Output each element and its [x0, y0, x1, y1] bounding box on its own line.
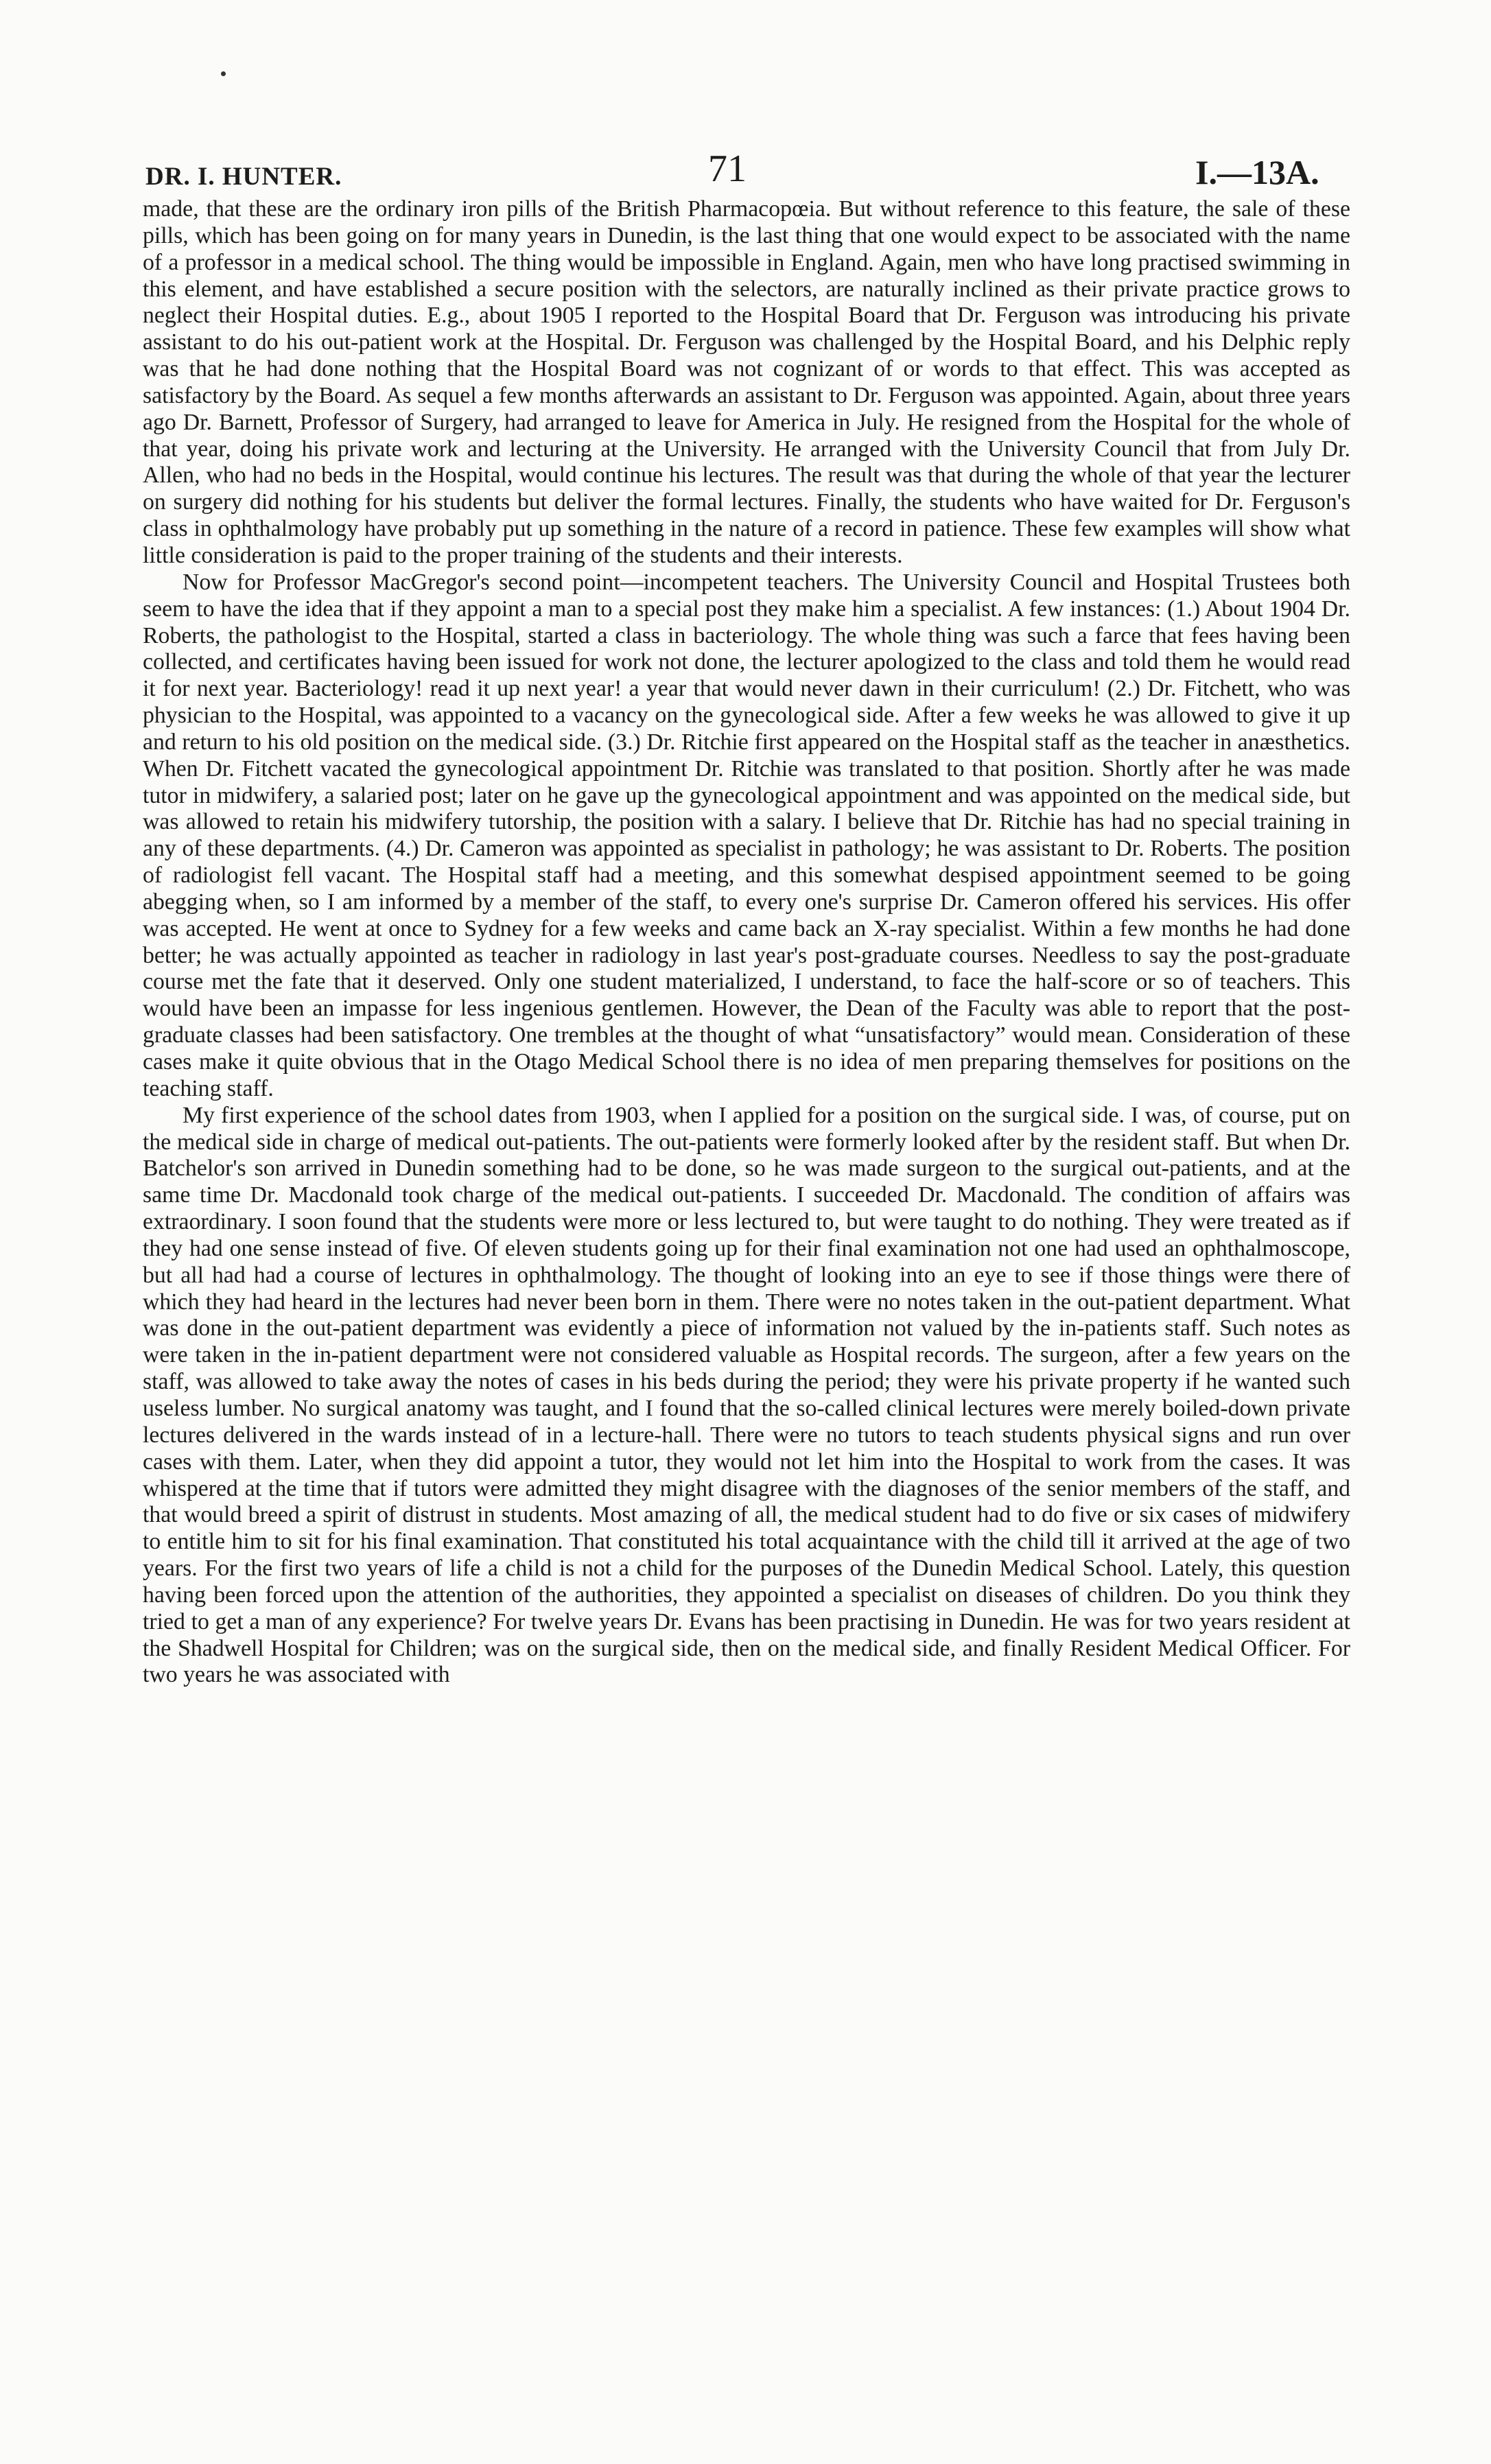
body-text	[143, 196, 1350, 1689]
paragraph-1: made, that these are the ordinary iron pills of the British Pharmacopœia. But without reference to this feature, the sale of these pills, which has been going on for many years in Dunedin, is the last thing that one would expect to be associated with the name of a professor in a medical school. The thing would be impossible in England. Again, men who have long practised swimming in this element, and have established a secure position with the selectors, are naturally inclined as their private practice grows to neglect their Hospital duties. E.g., about 1905 I reported to the Hospital Board that Dr. Ferguson was introducing his private assistant to do his out-patient work at the Hospital. Dr. Ferguson was challenged by the Hospital Board, and his Delphic reply was that he had done nothing that the Hospital Board was not cognizant of or words to that effect. This was accepted as satisfactory by the Board. As sequel a few months afterwards an assistant to Dr. Ferguson was appointed. Again, about three years ago Dr. Barnett, Professor of Surgery, had arranged to leave for America in July. He resigned from the Hospital for the whole of that year, doing his private work and lecturing at the University. He arranged with the University Council that from July Dr. Allen, who had no beds in the Hospital, would continue his lectures. The result was that during the whole of that year the lecturer on surgery did nothing for his students but deliver the formal lectures. Finally, the students who have waited for Dr. Ferguson's class in ophthalmology have probably put up something in the nature of a record in patience. These few examples will show what little consideration is paid to the proper training of the students and their interests.	[143, 196, 1350, 568]
speck-mark	[221, 71, 226, 76]
page-header	[0, 143, 1491, 198]
paragraph-2: Now for Professor MacGregor's second point—incompetent teachers. The University Council and Hospital Trustees both seem to have the idea that if they appoint a man to a special post they make him a specialist. A few instances: (1.) About 1904 Dr. Roberts, the pathologist to the Hospital, started a class in bacteriology. The whole thing was such a farce that fees having been collected, and certificates having been issued for work not done, the lecturer apologized to the class and told them he would read it for next year. Bacteriology! read it up next year! a year that would never dawn in their curriculum! (2.) Dr. Fitchett, who was physician to the Hospital, was appointed to a vacancy on the gynecological side. After a few weeks he was allowed to give it up and return to his old position on the medical side. (3.) Dr. Ritchie first appeared on the Hospital staff as the teacher in anæsthetics. When Dr. Fitchett vacated the gynecological appointment Dr. Ritchie was translated to that position. Shortly after he was made tutor in midwifery, a salaried post; later on he gave up the gynecological appointment and was appointed on the medical side, but was allowed to retain his midwifery tutorship, the position with a salary. I believe that Dr. Ritchie has had no special training in any of these departments. (4.) Dr. Cameron was appointed as specialist in pathology; he was assistant to Dr. Roberts. The position of radiologist fell vacant. The Hospital staff had a meeting, and this somewhat despised appointment seemed to be going abegging when, so I am informed by a member of the staff, to every one's surprise Dr. Cameron offered his services. His offer was accepted. He went at once to Sydney for a few weeks and came back an X-ray specialist. Within a few months he had done better; he was actually appointed as teacher in radiology in last year's post-graduate courses. Needless to say the post-graduate course met the fate that it deserved. Only one student materialized, I understand, to face the half-score or so of teachers. This would have been an impasse for less ingenious gentlemen. However, the Dean of the Faculty was able to report that the post-graduate classes had been satisfactory. One trembles at the thought of what “unsatisfactory” would mean. Consideration of these cases make it quite obvious that in the Otago Medical School there is no idea of men preparing themselves for positions on the teaching staff.	[143, 569, 1350, 1101]
header-author: DR. I. HUNTER.	[145, 163, 342, 191]
document-reference: I.—13A.	[1195, 153, 1319, 191]
paragraph-3: My first experience of the school dates from 1903, when I applied for a position on the surgical side. I was, of course, put on the medical side in charge of medical out-patients. The out-patients were formerly looked after by the resident staff. But when Dr. Batchelor's son arrived in Dunedin something had to be done, so he was made surgeon to the surgical out-patients, and at the same time Dr. Macdonald took charge of the medical out-patients. I succeeded Dr. Macdonald. The condition of affairs was extraordinary. I soon found that the students were more or less lectured to, but were taught to do nothing. They were treated as if they had one sense instead of five. Of eleven students going up for their final examination not one had used an ophthalmoscope, but all had had a course of lectures in ophthalmology. The thought of looking into an eye to see if those things were there of which they had heard in the lectures had never been born in them. There were no notes taken in the out-patient department. What was done in the out-patient department was evidently a piece of information not valued by the in-patients staff. Such notes as were taken in the in-patient department were not considered valuable as Hospital records. The surgeon, after a few years on the staff, was allowed to take away the notes of cases in his beds during the period; they were his private property if he wanted such useless lumber. No surgical anatomy was taught, and I found that the so-called clinical lectures were merely boiled-down private lectures delivered in the wards instead of in a lecture-hall. There were no tutors to teach students physical signs and run over cases with them. Later, when they did appoint a tutor, they would not let him into the Hospital to work from the cases. It was whispered at the time that if tutors were admitted they might disagree with the diagnoses of the senior members of the staff, and that would breed a spirit of distrust in students. Most amazing of all, the medical student had to do five or six cases of midwifery to entitle him to sit for his final examination. That constituted his total acquaintance with the child till it arrived at the age of two years. For the first two years of life a child is not a child for the purposes of the Dunedin Medical School. Lately, this question having been forced upon the attention of the authorities, they appointed a specialist on diseases of children. Do you think they tried to get a man of any experience? For twelve years Dr. Evans has been practising in Dunedin. He was for two years resident at the Shadwell Hospital for Children; was on the surgical side, then on the medical side, and finally Resident Medical Officer. For two years he was associated with	[143, 1102, 1350, 1688]
page-number: 71	[708, 148, 747, 190]
